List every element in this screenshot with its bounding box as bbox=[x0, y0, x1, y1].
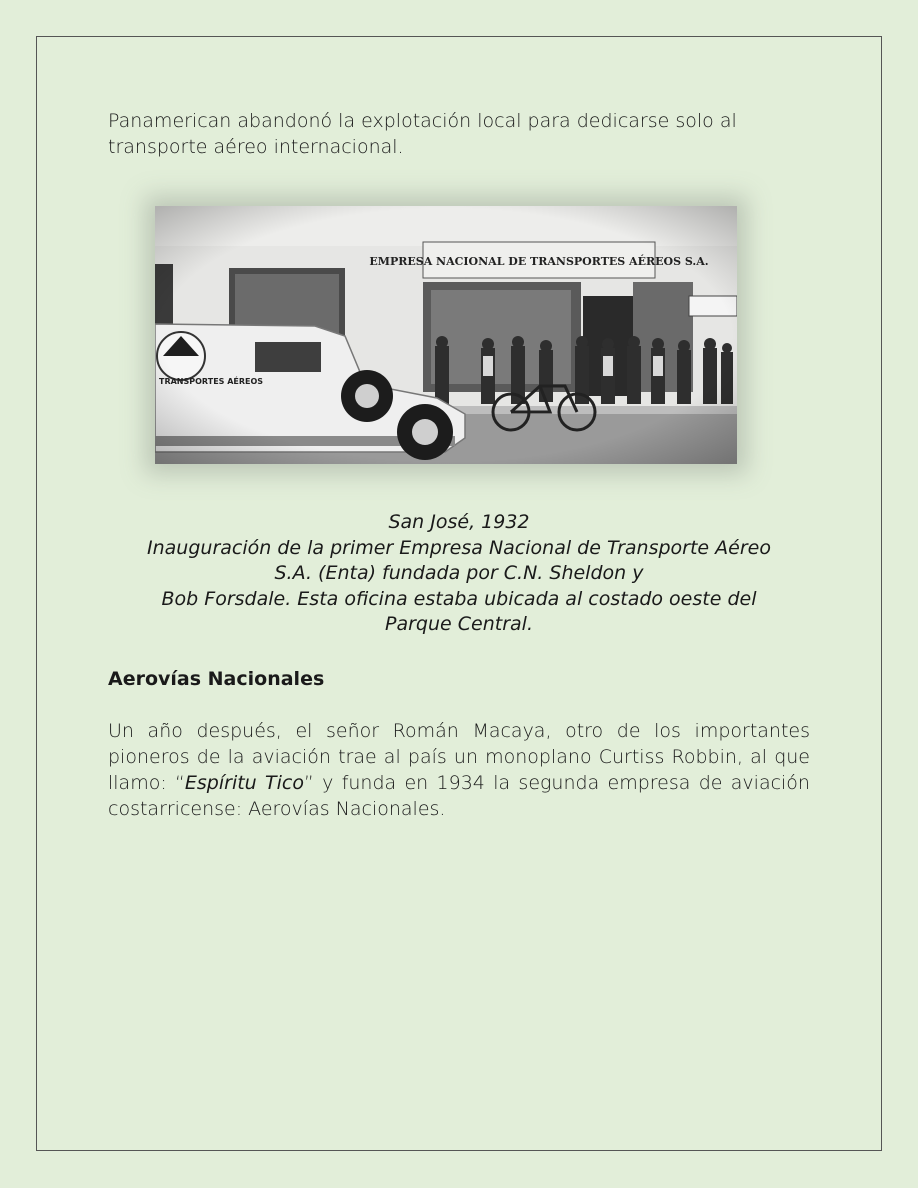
paragraph-text-end: ” y funda en 1934 la segunda empresa de aviación costarricense: Aerovías Nacionales. bbox=[108, 771, 810, 820]
section-heading: Aerovías Nacionales bbox=[108, 667, 325, 690]
historic-photo bbox=[155, 206, 737, 464]
paragraph-text-start: Un año después, el señor Román Macaya, otro de los importantes pioneros de la aviación trae al país un monoplano Curtiss Robbin, al que llamo: “ bbox=[108, 719, 810, 794]
photo-caption bbox=[108, 510, 810, 638]
page-content bbox=[108, 108, 810, 822]
caption-line-3: S.A. (Enta) fundada por C.N. Sheldon y bbox=[274, 562, 644, 584]
caption-line-1: San José, 1932 bbox=[388, 511, 530, 533]
paragraph-italic-name: Espíritu Tico bbox=[184, 771, 304, 794]
caption-line-5: Parque Central. bbox=[385, 613, 533, 635]
caption-line-4: Bob Forsdale. Esta oficina estaba ubicada al costado oeste del bbox=[161, 587, 757, 610]
intro-paragraph: Panamerican abandonó la explotación local para dedicarse solo al transporte aéreo internacional. bbox=[108, 110, 737, 158]
caption-line-2: Inauguración de la primer Empresa Nacional de Transporte Aéreo bbox=[147, 536, 771, 559]
section-paragraph bbox=[108, 718, 810, 822]
